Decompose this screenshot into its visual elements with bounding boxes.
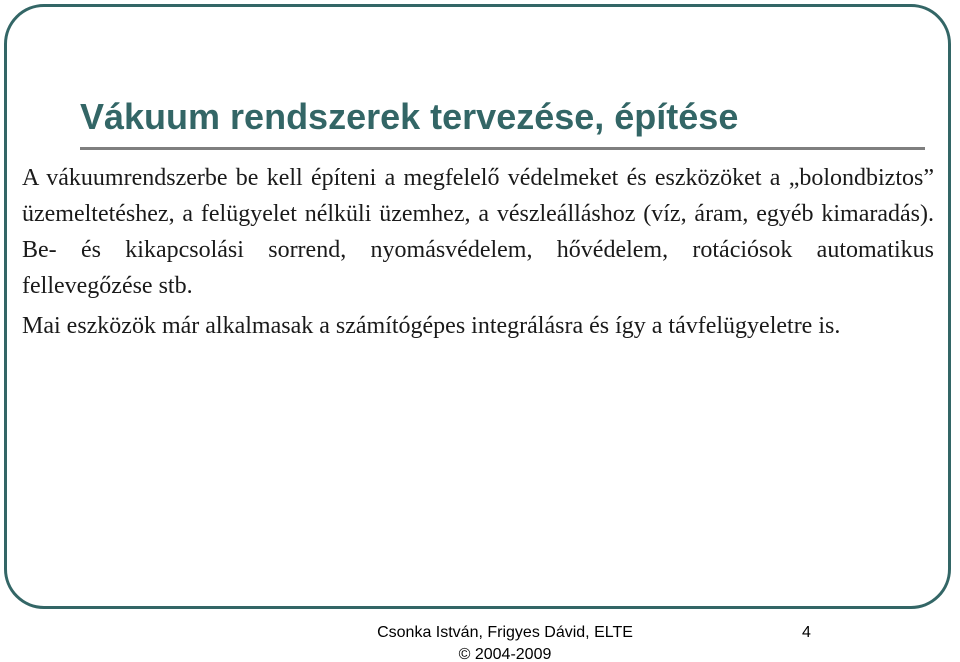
title-divider	[80, 147, 925, 150]
page-number: 4	[802, 624, 811, 641]
slide-body	[22, 160, 934, 348]
body-paragraph-2: Mai eszközök már alkalmasak a számítógépes integrálásra és így a távfelügyeletre is.	[22, 313, 841, 339]
body-paragraph-1: A vákuumrendszerbe be kell építeni a megfelelő védelmeket és eszközöket a „bolondbiztos” üzemeltetéshez, a felügyelet nélküli üzemhez, a vészleálláshoz (víz, áram, egyéb kimaradás). Be- és kikapcsolási sorrend, nyomásvédelem, hővédelem, rotációsok automatikus fellevegőzése stb.	[22, 165, 934, 299]
footer-credits	[360, 622, 650, 662]
footer-author: Csonka István, Frigyes Dávid, ELTE	[377, 624, 633, 641]
footer-copyright: © 2004-2009	[458, 646, 552, 662]
slide-title: Vákuum rendszerek tervezése, építése	[80, 96, 739, 137]
